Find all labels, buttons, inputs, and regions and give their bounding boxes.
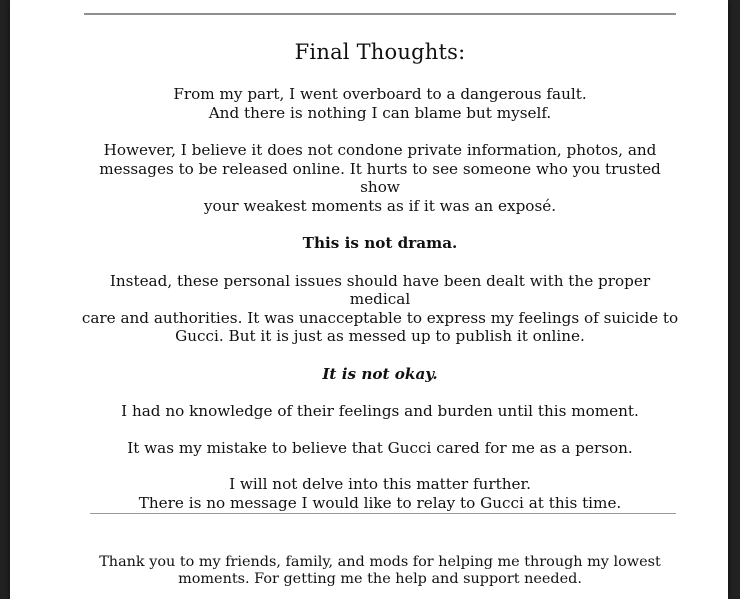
paragraph-mistake [80, 439, 680, 458]
paragraph-not-drama [80, 234, 680, 253]
top-divider [84, 13, 676, 15]
text-line: It is not okay. [322, 364, 438, 383]
document-body [80, 38, 680, 512]
paragraph-privacy [80, 141, 680, 215]
text-line: However, I believe it does not condone private information, photos, and [103, 141, 657, 159]
paragraph-no-knowledge [80, 402, 680, 421]
text-line: This is not drama. [302, 234, 458, 252]
paragraph-closing [80, 475, 680, 512]
text-line: your weakest moments as if it was an exposé. [203, 196, 557, 215]
text-line: Gucci. But it is just as messed up to publish it online. [175, 327, 585, 345]
paragraph-not-okay [80, 365, 680, 384]
text-line: And there is nothing I can blame but myself. [208, 103, 552, 122]
text-line: messages to be released online. It hurts to see someone who you trusted show [99, 159, 661, 196]
paragraph-fault [80, 85, 680, 122]
footer-line: Thank you to my friends, family, and mods for helping me through my lowest [99, 554, 661, 570]
text-line: From my part, I went overboard to a dangerous fault. [173, 85, 587, 103]
text-line: There is no message I would like to relay to Gucci at this time. [138, 493, 622, 512]
bottom-divider [90, 513, 676, 514]
paragraph-medical-care [80, 272, 680, 346]
text-line: I will not delve into this matter further. [229, 475, 531, 493]
document-page [10, 0, 728, 599]
text-line: I had no knowledge of their feelings and burden until this moment. [121, 402, 639, 420]
document-title: Final Thoughts: [294, 40, 466, 64]
text-line: care and authorities. It was unacceptable to express my feelings of suicide to [81, 308, 679, 327]
thank-you-footer [80, 554, 680, 587]
text-line: It was my mistake to believe that Gucci cared for me as a person. [127, 438, 633, 457]
footer-line: moments. For getting me the help and support needed. [178, 570, 582, 587]
text-line: Instead, these personal issues should have been dealt with the proper medical [109, 271, 651, 308]
